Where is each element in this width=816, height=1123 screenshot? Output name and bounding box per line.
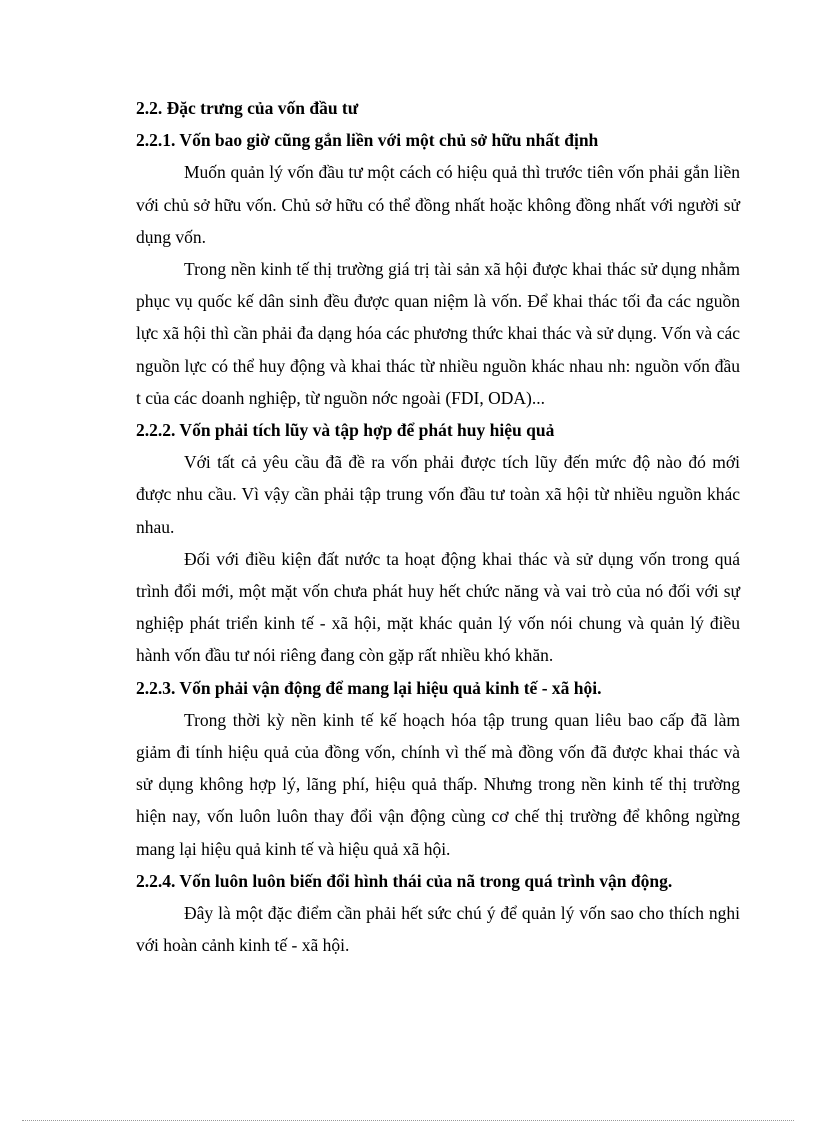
paragraph-2-2-3-a: Trong thời kỳ nền kinh tế kế hoạch hóa tập trung quan liêu bao cấp đã làm giảm đi tính hiệu quả của đồng vốn, chính vì thế mà đồng vốn đã được khai thác và sử dụng không hợp lý, lãng phí, hiệu quả thấp. Nhưng trong nền kinh tế thị trường hiện nay, vốn luôn luôn thay đổi vận động cùng cơ chế thị trường để không ngừng mang lại hiệu quả kinh tế và hiệu quả xã hội. (136, 709, 740, 859)
subsection-heading-2-2-4: 2.2.4. Vốn luôn luôn biến đổi hình thái của nã trong quá trình vận động. (136, 870, 673, 891)
paragraph-2-2-4-a: Đây là một đặc điểm cần phải hết sức chú ý để quản lý vốn sao cho thích nghi với hoàn cảnh kinh tế - xã hội. (136, 903, 740, 956)
paragraph-2-2-2-a: Với tất cả yêu cầu đã đề ra vốn phải được tích lũy đến mức độ nào đó mới được nhu cầu. Vì vậy cần phải tập trung vốn đầu tư toàn xã hội từ nhiều nguồn khác nhau. (136, 452, 740, 537)
subsection-heading-2-2-3: 2.2.3. Vốn phải vận động để mang lại hiệu quả kinh tế - xã hội. (136, 677, 602, 698)
section-title: 2.2. Đặc trưng của vốn đầu tư (136, 98, 359, 118)
paragraph-2-2-1-b: Trong nền kinh tế thị trường giá trị tài sản xã hội được khai thác sử dụng nhằm phục vụ quốc kế dân sinh đều được quan niệm là vốn. Để khai thác tối đa các nguồn lực xã hội thì cần phải đa dạng hóa các phương thức khai thác và sử dụng. Vốn và các nguồn lực có thể huy động và khai thác từ nhiều nguồn khác nhau nh: nguồn vốn đầu t của các doanh nghiệp, từ nguồn nớc ngoài (FDI, ODA)... (136, 259, 740, 408)
paragraph-2-2-2-b: Đối với điều kiện đất nước ta hoạt động khai thác và sử dụng vốn trong quá trình đổi mới, một mặt vốn chưa phát huy hết chức năng và vai trò của nó đối với sự nghiệp phát triển kinh tế - xã hội, mặt khác quản lý vốn nói chung và quản lý điều hành vốn đầu tư nói riêng đang còn gặp rất nhiều khó khăn. (136, 548, 740, 666)
subsection-heading-2-2-2: 2.2.2. Vốn phải tích lũy và tập hợp để phát huy hiệu quả (136, 420, 555, 441)
paragraph-2-2-1-a: Muốn quản lý vốn đầu tư một cách có hiệu quả thì trước tiên vốn phải gắn liền với chủ sở hữu vốn. Chủ sở hữu có thể đồng nhất hoặc không đồng nhất với người sử dụng vốn. (136, 162, 740, 247)
page-footer-rule (22, 1120, 794, 1121)
subsection-heading-2-2-1: 2.2.1. Vốn bao giờ cũng gắn liền với một chủ sở hữu nhất định (136, 130, 599, 151)
document-body (136, 92, 740, 961)
